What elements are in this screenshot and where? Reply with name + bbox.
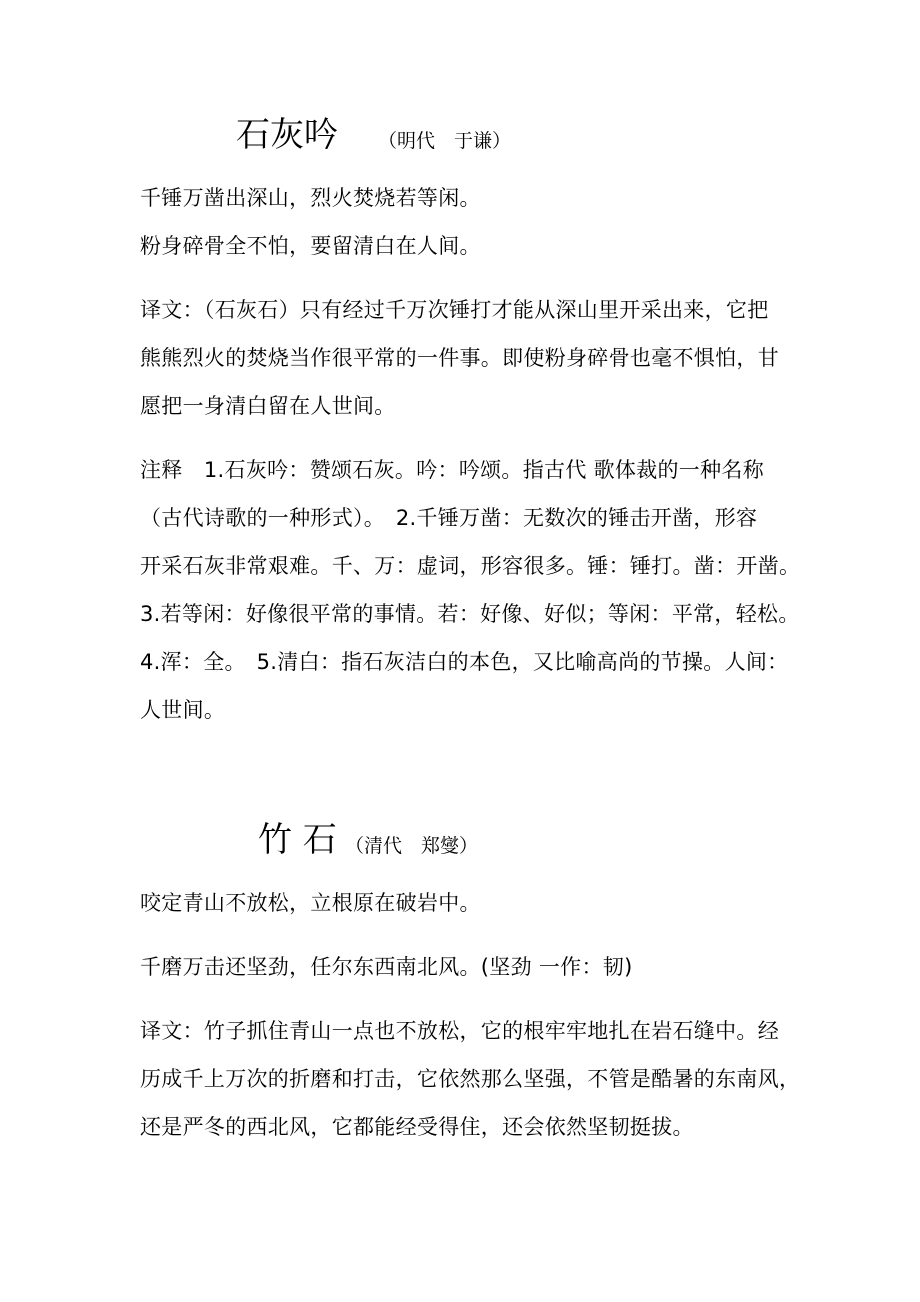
poem2-title: 竹 石 (258, 820, 337, 860)
poem1-author: （明代 于谦） (378, 130, 512, 152)
poem1-line: 粉身碎骨全不怕，要留清白在人间。 (140, 234, 481, 258)
poem1-title: 石灰吟 (236, 115, 338, 155)
poem1-translation: 愿把一身清白留在人世间。 (140, 394, 396, 418)
poem2-translation: 历成千上万次的折磨和打击，它依然那么坚强，不管是酷暑的东南风， (140, 1067, 801, 1091)
poem2-line: 千磨万击还坚劲，任尔东西南北风。(坚劲 一作：韧) (140, 955, 633, 979)
poem1-note: 注释 1.石灰吟：赞颂石灰。吟：吟颂。指古代 歌体裁的一种名称 (140, 458, 765, 482)
poem2-author: （清代 郑燮） (345, 835, 479, 857)
poem1-note: 人世间。 (140, 698, 226, 722)
poem1-translation: 译文：（石灰石）只有经过千万次锤打才能从深山里开采出来，它把 (140, 298, 769, 322)
poem1-note: 开采石灰非常艰难。千、万：虚词，形容很多。锤：锤打。凿：开凿。 (140, 554, 801, 578)
poem2-translation: 还是严冬的西北风，它都能经受得住，还会依然坚韧挺拔。 (140, 1115, 694, 1139)
poem1-note: 4.浑：全。 5.清白：指石灰洁白的本色，又比喻高尚的节操。人间： (140, 650, 789, 674)
poem1-translation: 熊熊烈火的焚烧当作很平常的一件事。即使粉身碎骨也毫不惧怕，甘 (140, 346, 779, 370)
poem1-line: 千锤万凿出深山，烈火焚烧若等闲。 (140, 186, 481, 210)
poem2-line: 咬定青山不放松，立根原在破岩中。 (140, 891, 481, 915)
poem1-note: 3.若等闲：好像很平常的事情。若：好像、好似；等闲：平常，轻松。 (140, 602, 800, 626)
poem2-translation: 译文：竹子抓住青山一点也不放松，它的根牢牢地扎在岩石缝中。经 (140, 1019, 779, 1043)
poem1-note: （古代诗歌的一种形式）。 2.千锤万凿：无数次的锤击开凿，形容 (140, 506, 758, 530)
